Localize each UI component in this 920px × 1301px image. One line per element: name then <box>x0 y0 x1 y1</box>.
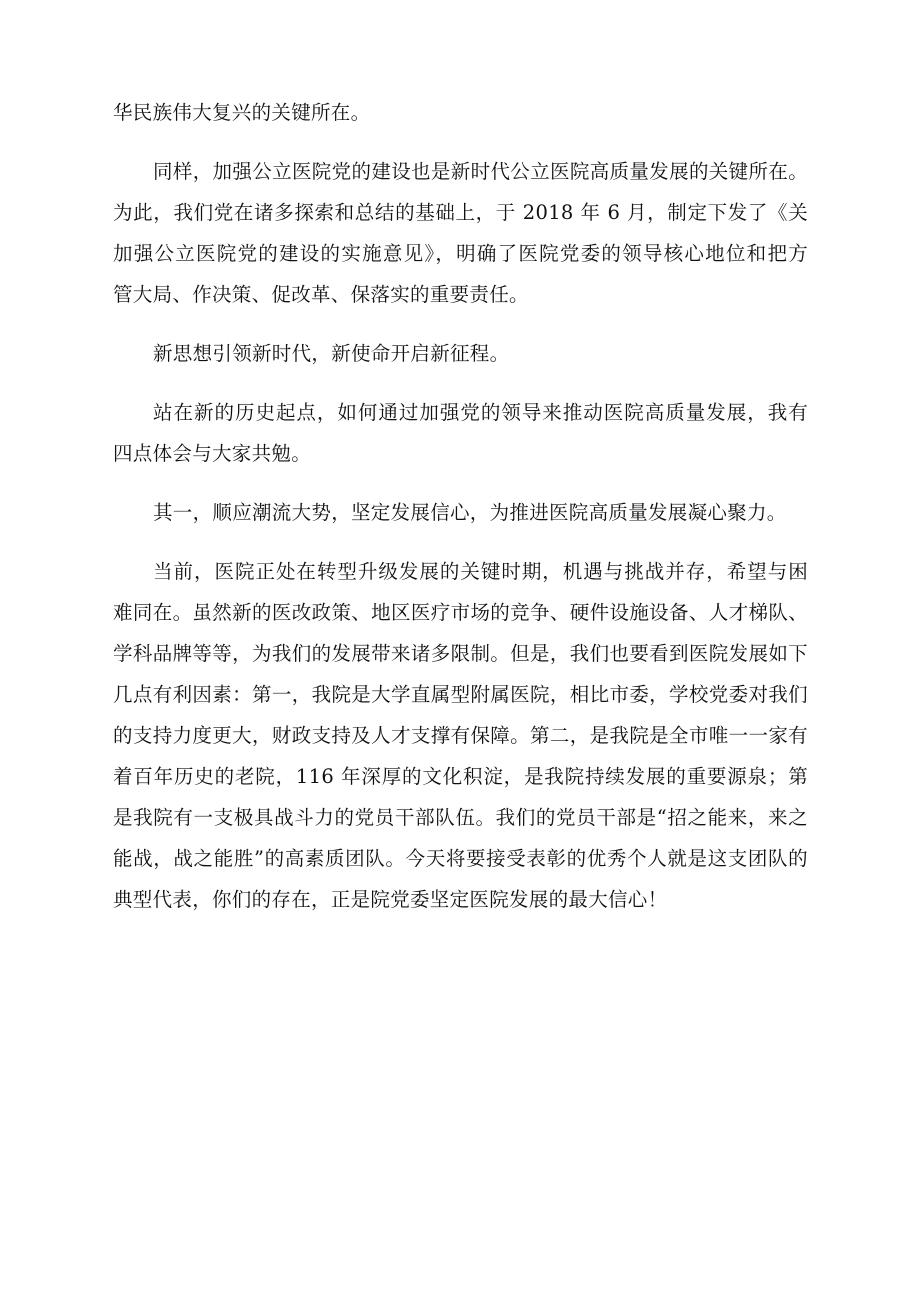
text-line: 四点体会与大家共勉。 <box>113 442 312 465</box>
text-line: 为此，我们党在诸多探索和总结的基础上，于 2018 年 6 月，制定下发了《关 <box>113 201 808 224</box>
text-line: 难同在。虽然新的医改政策、地区医疗市场的竞争、硬件设施设备、人才梯队、 <box>113 601 808 624</box>
paragraph <box>113 92 808 133</box>
document-body <box>113 92 808 920</box>
paragraph <box>113 492 808 533</box>
paragraph <box>113 151 808 315</box>
text-line: 是我院有一支极具战斗力的党员干部队伍。我们的党员干部是“招之能来，来之 <box>113 806 808 829</box>
paragraph <box>113 392 808 474</box>
text-line: 加强公立医院党的建设的实施意见》，明确了医院党委的领导核心地位和把方 <box>113 242 808 265</box>
text-line: 当前，医院正处在转型升级发展的关键时期，机遇与挑战并存，希望与困 <box>153 560 808 583</box>
text-line: 其一，顺应潮流大势，坚定发展信心，为推进医院高质量发展凝心聚力。 <box>153 501 787 524</box>
text-line: 管大局、作决策、促改革、保落实的重要责任。 <box>113 283 529 306</box>
text-line: 同样，加强公立医院党的建设也是新时代公立医院高质量发展的关键所在。 <box>153 160 808 183</box>
text-line: 几点有利因素：第一，我院是大学直属型附属医院，相比市委，学校党委对我们 <box>113 683 808 706</box>
text-line: 典型代表，你们的存在，正是院党委坚定医院发展的最大信心！ <box>113 888 668 911</box>
text-line: 华民族伟大复兴的关键所在。 <box>113 101 371 124</box>
text-line: 新思想引领新时代，新使命开启新征程。 <box>153 342 510 365</box>
paragraph <box>113 551 808 920</box>
paragraph <box>113 333 808 374</box>
text-line: 着百年历史的老院，116 年深厚的文化积淀，是我院持续发展的重要源泉；第 <box>113 765 808 788</box>
text-line: 能战，战之能胜”的高素质团队。今天将要接受表彰的优秀个人就是这支团队的 <box>113 847 808 870</box>
text-line: 的支持力度更大，财政支持及人才支撑有保障。第二，是我院是全市唯一一家有 <box>113 724 808 747</box>
text-line: 站在新的历史起点，如何通过加强党的领导来推动医院高质量发展，我有 <box>153 401 808 424</box>
text-line: 学科品牌等等，为我们的发展带来诸多限制。但是，我们也要看到医院发展如下 <box>113 642 808 665</box>
